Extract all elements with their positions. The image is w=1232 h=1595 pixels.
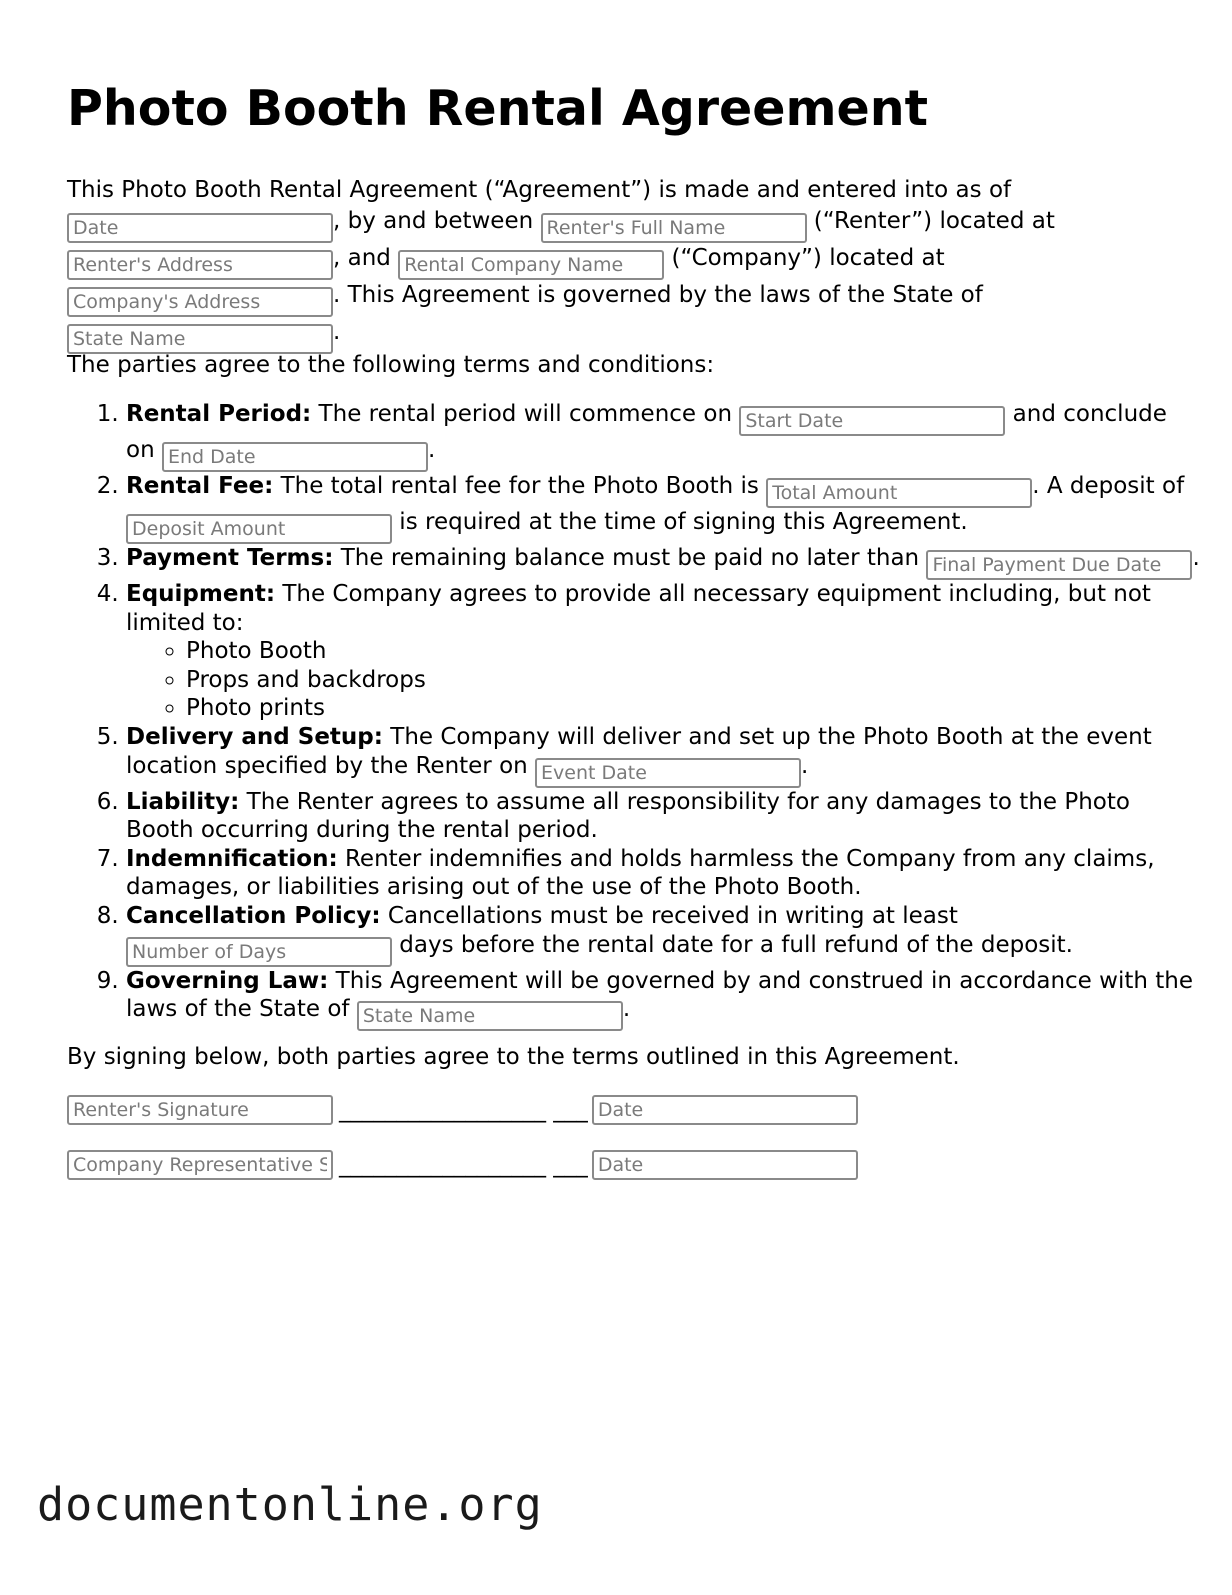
final-payment-due-date-field[interactable] bbox=[926, 550, 1192, 580]
event-date-field[interactable] bbox=[535, 758, 801, 788]
term-text: The rental period will commence on bbox=[311, 401, 740, 427]
equipment-list bbox=[126, 637, 1201, 723]
term-delivery-setup bbox=[126, 723, 1201, 788]
intro-text: , by and between bbox=[333, 207, 541, 234]
term-governing-law bbox=[126, 967, 1201, 1032]
term-heading: Liability: bbox=[126, 788, 240, 815]
closing-statement: By signing below, both parties agree to the terms outlined in this Agreement. bbox=[67, 1044, 960, 1070]
terms-lead-text: The parties agree to the following terms and conditions: bbox=[67, 352, 715, 378]
term-rental-fee bbox=[126, 472, 1201, 544]
term-indemnification bbox=[126, 845, 1201, 902]
term-text: is required at the time of signing this Agreement. bbox=[392, 509, 968, 535]
agreement-date-field[interactable] bbox=[67, 213, 333, 243]
intro-text: . bbox=[333, 318, 341, 345]
company-signature-date-field[interactable] bbox=[592, 1150, 858, 1180]
term-payment-terms bbox=[126, 544, 1201, 580]
end-date-field[interactable] bbox=[162, 442, 428, 472]
term-heading: Rental Period: bbox=[126, 401, 312, 427]
term-text: . bbox=[622, 996, 631, 1023]
term-text: Cancellations must be received in writing at least bbox=[380, 902, 958, 929]
intro-text: , and bbox=[333, 244, 399, 271]
terms-list bbox=[67, 400, 1201, 1031]
intro-text: This Photo Booth Rental Agreement (“Agreement”) is made and entered into as of bbox=[67, 177, 1012, 203]
company-representative-signature-field[interactable] bbox=[67, 1150, 333, 1180]
intro-text: . This Agreement is governed by the laws of the State of bbox=[333, 281, 983, 308]
term-text: The Company will deliver and set up the Photo Booth at the event location specified by the Renter on bbox=[126, 723, 1152, 779]
term-heading: Cancellation Policy: bbox=[126, 902, 381, 929]
intro-text: (“Renter”) located at bbox=[806, 207, 1055, 234]
company-address-field[interactable] bbox=[67, 287, 333, 317]
renter-signature-date-field[interactable] bbox=[592, 1095, 858, 1125]
number-of-days-field[interactable] bbox=[126, 937, 392, 967]
intro-text: (“Company”) located at bbox=[664, 244, 945, 271]
term-text: days before the rental date for a full refund of the deposit. bbox=[392, 931, 1073, 958]
governing-state-name-field[interactable] bbox=[357, 1001, 623, 1031]
term-text: . bbox=[1192, 545, 1200, 571]
signature-line: __________________ ___ bbox=[339, 1097, 588, 1123]
renter-signature-row bbox=[67, 1095, 858, 1127]
term-text: . bbox=[801, 752, 809, 779]
term-text: The total rental fee for the Photo Booth is bbox=[273, 473, 767, 499]
company-signature-row bbox=[67, 1150, 858, 1182]
renter-full-name-field[interactable] bbox=[541, 213, 807, 243]
term-equipment bbox=[126, 580, 1201, 723]
term-text: The remaining balance must be paid no later than bbox=[333, 545, 927, 571]
term-text: . A deposit of bbox=[1032, 473, 1185, 499]
signature-line: __________________ ___ bbox=[339, 1152, 588, 1178]
term-text: and conclude on bbox=[126, 401, 1167, 463]
term-text: The Renter agrees to assume all responsibility for any damages to the Photo Booth occurring during the rental period. bbox=[126, 788, 1130, 844]
term-heading: Rental Fee: bbox=[126, 473, 274, 499]
term-text: . bbox=[427, 437, 436, 463]
term-heading: Delivery and Setup: bbox=[126, 723, 383, 750]
page-title: Photo Booth Rental Agreement bbox=[67, 80, 929, 137]
term-rental-period bbox=[126, 400, 1201, 472]
equipment-item: ◦ Props and backdrops bbox=[186, 666, 1201, 695]
term-heading: Equipment: bbox=[126, 581, 276, 607]
intro-paragraph bbox=[67, 175, 1167, 354]
renter-address-field[interactable] bbox=[67, 250, 333, 280]
term-cancellation-policy bbox=[126, 902, 1201, 967]
site-watermark: documentonline.org bbox=[37, 1478, 543, 1531]
deposit-amount-field[interactable] bbox=[126, 514, 392, 544]
term-heading: Payment Terms: bbox=[126, 545, 334, 571]
renter-signature-field[interactable] bbox=[67, 1095, 333, 1125]
term-text: Renter indemnifies and holds harmless the Company from any claims, damages, or liabilities arising out of the use of the Photo Booth. bbox=[126, 845, 1155, 901]
term-heading: Governing Law: bbox=[126, 967, 329, 994]
term-liability bbox=[126, 788, 1201, 845]
equipment-item: ◦ Photo Booth bbox=[186, 637, 1201, 666]
term-heading: Indemnification: bbox=[126, 845, 338, 872]
equipment-item: ◦ Photo prints bbox=[186, 694, 1201, 723]
total-amount-field[interactable] bbox=[766, 478, 1032, 508]
start-date-field[interactable] bbox=[739, 406, 1005, 436]
rental-company-name-field[interactable] bbox=[398, 250, 664, 280]
term-text: This Agreement will be governed by and construed in accordance with the laws of the State of bbox=[126, 967, 1193, 1023]
term-text: The Company agrees to provide all necessary equipment including, but not limited to: bbox=[126, 581, 1151, 636]
